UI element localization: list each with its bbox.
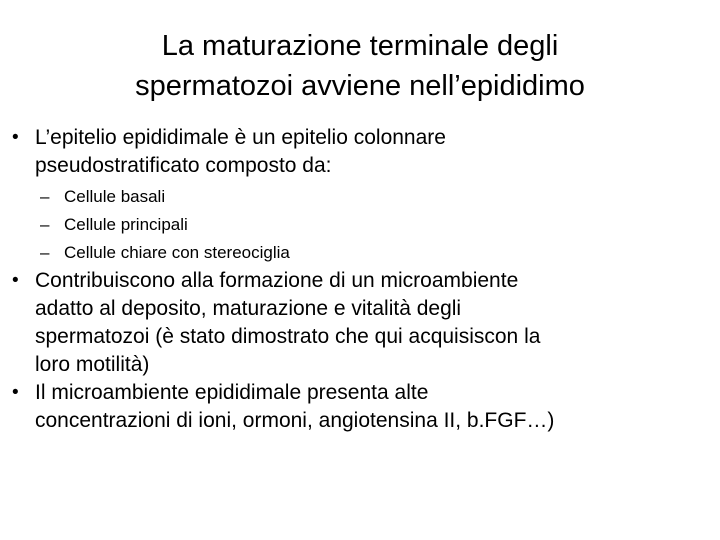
sub-item-label: Cellule basali: [64, 187, 166, 206]
sub-item-clear-cells: [0, 239, 720, 267]
bullet-line: pseudostratificato composto da:: [35, 154, 332, 177]
bullet-list: [0, 124, 720, 435]
bullet-line: L’epitelio epididimale è un epitelio colonnare: [35, 126, 446, 149]
sub-item-label: Cellule principali: [64, 215, 188, 234]
sub-item-label: Cellule chiare con stereociglia: [64, 243, 290, 262]
bullet-item-microenvironment: [0, 267, 720, 379]
bullet-line: spermatozoi (è stato dimostrato che qui acquisiscon la: [35, 325, 541, 348]
sub-list: [0, 183, 720, 267]
bullet-marker: •: [12, 270, 19, 291]
sub-item-principal-cells: [0, 211, 720, 239]
sub-marker: –: [40, 187, 50, 206]
bullet-item-concentrations: [0, 379, 720, 435]
sub-item-basal-cells: [0, 183, 720, 211]
bullet-line: Il microambiente epididimale presenta alte: [35, 381, 429, 404]
bullet-line: loro motilità): [35, 353, 150, 376]
slide-title: [40, 26, 680, 106]
bullet-marker: •: [12, 382, 19, 403]
sub-marker: –: [40, 215, 50, 234]
title-line-1: La maturazione terminale degli: [161, 30, 559, 62]
bullet-line: adatto al deposito, maturazione e vitalità degli: [35, 297, 462, 320]
bullet-line: concentrazioni di ioni, ormoni, angiotensina II, b.FGF…): [35, 409, 555, 432]
bullet-line: Contribuiscono alla formazione di un microambiente: [35, 269, 519, 292]
bullet-item-epithelium: [0, 124, 720, 180]
bullet-marker: •: [12, 127, 19, 148]
sub-marker: –: [40, 243, 50, 262]
title-line-2: spermatozoi avviene nell’epididimo: [135, 70, 585, 102]
